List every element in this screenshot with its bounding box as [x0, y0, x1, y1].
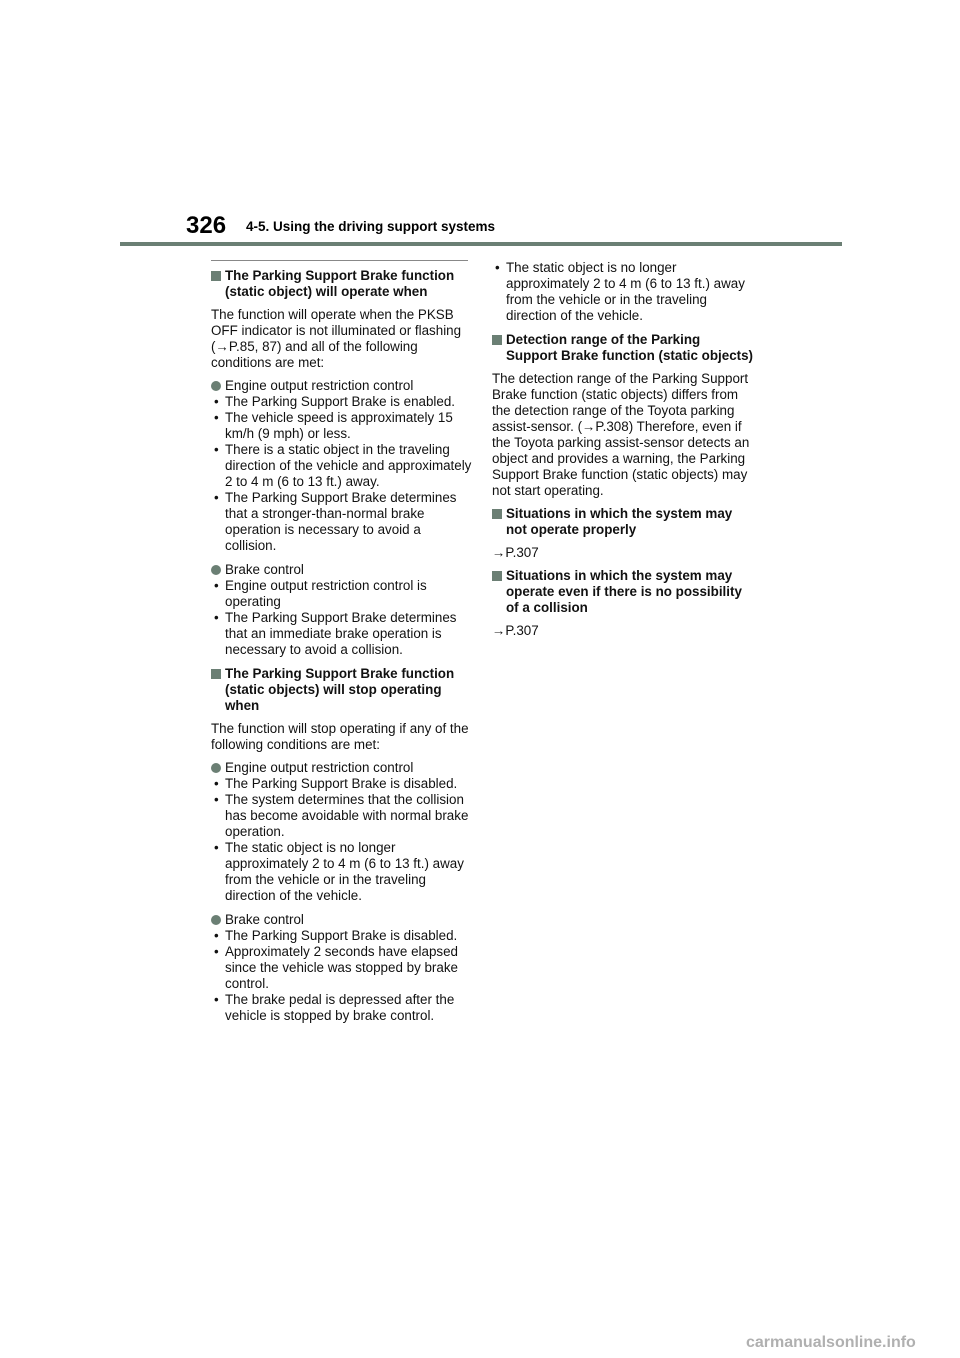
list-item: • The Parking Support Brake determines that a stronger-than-normal brake operation is necessary to avoid a collision.: [211, 490, 473, 554]
engine-restriction-stop-list: [211, 776, 473, 904]
heading-operate-when: The Parking Support Brake function (static object) will operate when: [211, 268, 473, 300]
square-bullet-icon: [211, 669, 221, 679]
circle-bullet-icon: [211, 763, 221, 773]
page-reference-link[interactable]: →P.307: [492, 545, 539, 560]
page-reference-link[interactable]: →P.307: [492, 623, 539, 638]
square-bullet-icon: [492, 509, 502, 519]
header-rule: [120, 242, 842, 246]
list-item: • The Parking Support Brake is disabled.: [211, 928, 473, 944]
heading-may-operate-no-collision: Situations in which the system may operate even if there is no possibility of a collision: [492, 568, 754, 616]
page-number: 326: [186, 212, 227, 239]
circle-bullet-icon: [211, 381, 221, 391]
list-item: • The brake pedal is depressed after the vehicle is stopped by brake control.: [211, 992, 473, 1024]
left-column: [211, 260, 473, 1032]
continued-list: [492, 260, 754, 324]
heading-stop-operating: The Parking Support Brake function (static objects) will stop operating when: [211, 666, 473, 714]
heading-may-not-operate: Situations in which the system may not operate properly: [492, 506, 754, 538]
list-item: • The Parking Support Brake is enabled.: [211, 394, 473, 410]
list-item: • The static object is no longer approximately 2 to 4 m (6 to 13 ft.) away from the vehicle or in the traveling direction of the vehicle.: [211, 840, 473, 904]
square-bullet-icon: [211, 271, 221, 281]
subheading-brake-control: Brake control: [211, 912, 473, 928]
subheading-engine-restriction: Engine output restriction control: [211, 760, 473, 776]
watermark: carmanualsonline.info: [746, 1334, 916, 1351]
list-item: • The Parking Support Brake determines that an immediate brake operation is necessary to avoid a collision.: [211, 610, 473, 658]
list-item: • Approximately 2 seconds have elapsed since the vehicle was stopped by brake control.: [211, 944, 473, 992]
heading-detection-range: Detection range of the Parking Support Brake function (static objects): [492, 332, 754, 364]
subheading-brake-control: Brake control: [211, 562, 473, 578]
section-divider: [211, 260, 468, 261]
right-column: [492, 260, 754, 646]
brake-control-stop-list: [211, 928, 473, 1024]
list-item: • Engine output restriction control is operating: [211, 578, 473, 610]
square-bullet-icon: [492, 335, 502, 345]
list-item: • The system determines that the collision has become avoidable with normal brake operation.: [211, 792, 473, 840]
operate-conditions-intro: The function will operate when the PKSB OFF indicator is not illuminated or flashing (→P.85, 87) and all of the following conditions are met:: [211, 307, 462, 370]
square-bullet-icon: [492, 571, 502, 581]
stop-conditions-intro: The function will stop operating if any of the following conditions are met:: [211, 721, 469, 752]
brake-control-list: [211, 578, 473, 658]
section-title: 4-5. Using the driving support systems: [246, 219, 496, 234]
detection-range-text: The detection range of the Parking Support Brake function (static objects) differs from the detection range of the Toyota parking assist-sensor. (→P.308) Therefore, even if the Toyota parking assist-sensor detects an object and provides a warning, the Parking Support Brake function (static objects) may not start operating.: [492, 371, 750, 498]
list-item: • The Parking Support Brake is disabled.: [211, 776, 473, 792]
list-item: • The vehicle speed is approximately 15 km/h (9 mph) or less.: [211, 410, 473, 442]
list-item: • There is a static object in the traveling direction of the vehicle and approximately 2 to 4 m (6 to 13 ft.) away.: [211, 442, 473, 490]
circle-bullet-icon: [211, 915, 221, 925]
list-item: • The static object is no longer approximately 2 to 4 m (6 to 13 ft.) away from the vehicle or in the traveling direction of the vehicle.: [492, 260, 754, 324]
engine-restriction-list: [211, 394, 473, 554]
circle-bullet-icon: [211, 565, 221, 575]
subheading-engine-restriction: Engine output restriction control: [211, 378, 473, 394]
